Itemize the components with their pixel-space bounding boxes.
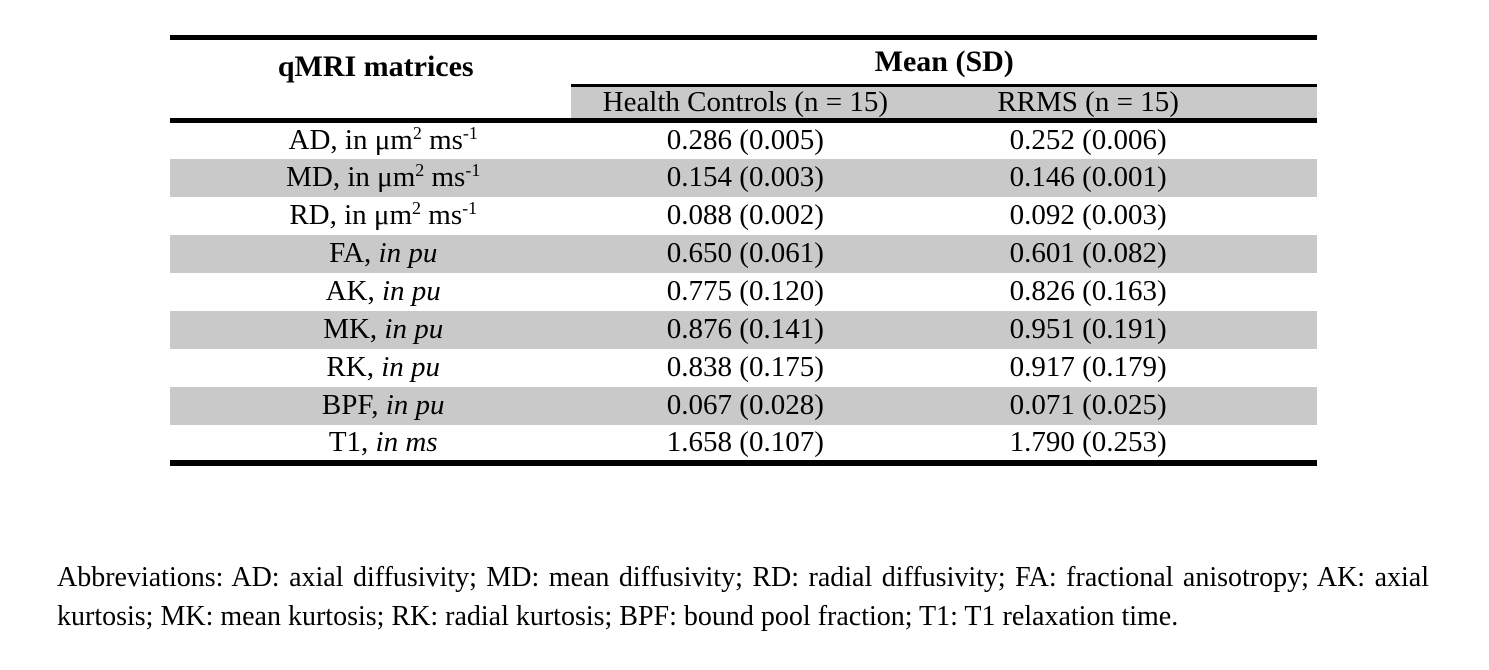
row-label <box>170 349 571 387</box>
table-row <box>170 197 1317 235</box>
rrms-value: 0.951 (0.191) <box>944 311 1317 349</box>
row-label-part: -1 <box>465 160 481 181</box>
hc-value: 0.088 (0.002) <box>666 199 824 231</box>
rrms-value: 0.071 (0.025) <box>944 387 1317 425</box>
header-row <box>170 38 1317 86</box>
table-row <box>170 273 1317 311</box>
row-label-part: 2 <box>415 160 425 181</box>
table-row <box>170 425 1317 463</box>
rrms-value: 0.252 (0.006) <box>1009 124 1167 157</box>
row-label <box>170 425 571 463</box>
row-label-part: RD, in μm <box>289 199 413 231</box>
column-header-health-controls: Health Controls (n = 15) <box>571 86 944 121</box>
column-header-qmri-matrices: qMRI matrices <box>170 38 571 121</box>
row-label-part: in pu <box>381 351 441 383</box>
row-label-part: ms <box>421 199 463 231</box>
table-row <box>170 387 1317 425</box>
hc-value: 0.775 (0.120) <box>666 275 824 307</box>
rrms-value: 0.601 (0.082) <box>944 235 1317 273</box>
row-label-part: in pu <box>382 275 441 307</box>
column-group-header-mean-sd: Mean (SD) <box>571 38 1317 86</box>
rrms-value: 0.917 (0.179) <box>1009 351 1167 383</box>
row-label-part: in ms <box>375 425 438 458</box>
row-label-part: -1 <box>462 123 478 144</box>
row-label-part: ms <box>424 161 466 193</box>
row-label-part: AD, in μm <box>288 124 413 157</box>
row-label-part: T1, <box>328 425 376 458</box>
row-label-part: ms <box>421 124 463 157</box>
rrms-value: 0.092 (0.003) <box>1009 199 1167 231</box>
table-body <box>170 121 1317 463</box>
hc-value: 0.650 (0.061) <box>571 235 944 273</box>
row-label-part: in pu <box>384 313 444 345</box>
row-label <box>170 387 571 425</box>
table-row <box>170 349 1317 387</box>
row-label <box>170 311 571 349</box>
column-header-rrms: RRMS (n = 15) <box>944 86 1317 121</box>
table-row <box>170 121 1317 159</box>
row-label-part: RK, <box>326 351 382 383</box>
table-row <box>170 159 1317 197</box>
row-label <box>170 235 571 273</box>
abbreviations-footnote: Abbreviations: AD: axial diffusivity; MD: mean diffusivity; RD: radial diffusivity; FA: fractional anisotropy; AK: axial kurtosis; MK: mean kurtosis; RK: radial kurtosis; BPF: bound pool fraction; T1: T1 relaxation time. <box>57 562 1429 632</box>
rrms-value: 0.826 (0.163) <box>1009 275 1167 307</box>
row-label-part: MK, <box>323 313 385 345</box>
row-label-part: in pu <box>378 237 438 269</box>
hc-value: 0.876 (0.141) <box>571 311 944 349</box>
row-label-part: MD, in μm <box>286 161 416 193</box>
row-label <box>170 121 571 159</box>
row-label-part: -1 <box>462 198 478 219</box>
row-label <box>170 197 571 235</box>
row-label-part: 2 <box>412 198 422 219</box>
rrms-value: 1.790 (0.253) <box>944 425 1317 463</box>
row-label-part: in pu <box>385 389 445 421</box>
qmri-table-container <box>170 35 1317 466</box>
qmri-table <box>170 35 1317 466</box>
hc-value: 0.838 (0.175) <box>666 351 824 383</box>
hc-value: 0.286 (0.005) <box>666 124 824 157</box>
row-label <box>170 273 571 311</box>
hc-value: 0.067 (0.028) <box>571 387 944 425</box>
row-label-part: BPF, <box>321 389 386 421</box>
row-label-part: 2 <box>412 123 422 144</box>
row-label <box>170 159 571 197</box>
hc-value: 1.658 (0.107) <box>571 425 944 463</box>
table-row <box>170 311 1317 349</box>
row-label-part: AK, <box>325 275 382 307</box>
row-label-part: FA, <box>329 237 379 269</box>
table-row <box>170 235 1317 273</box>
hc-value: 0.154 (0.003) <box>571 159 944 197</box>
rrms-value: 0.146 (0.001) <box>944 159 1317 197</box>
